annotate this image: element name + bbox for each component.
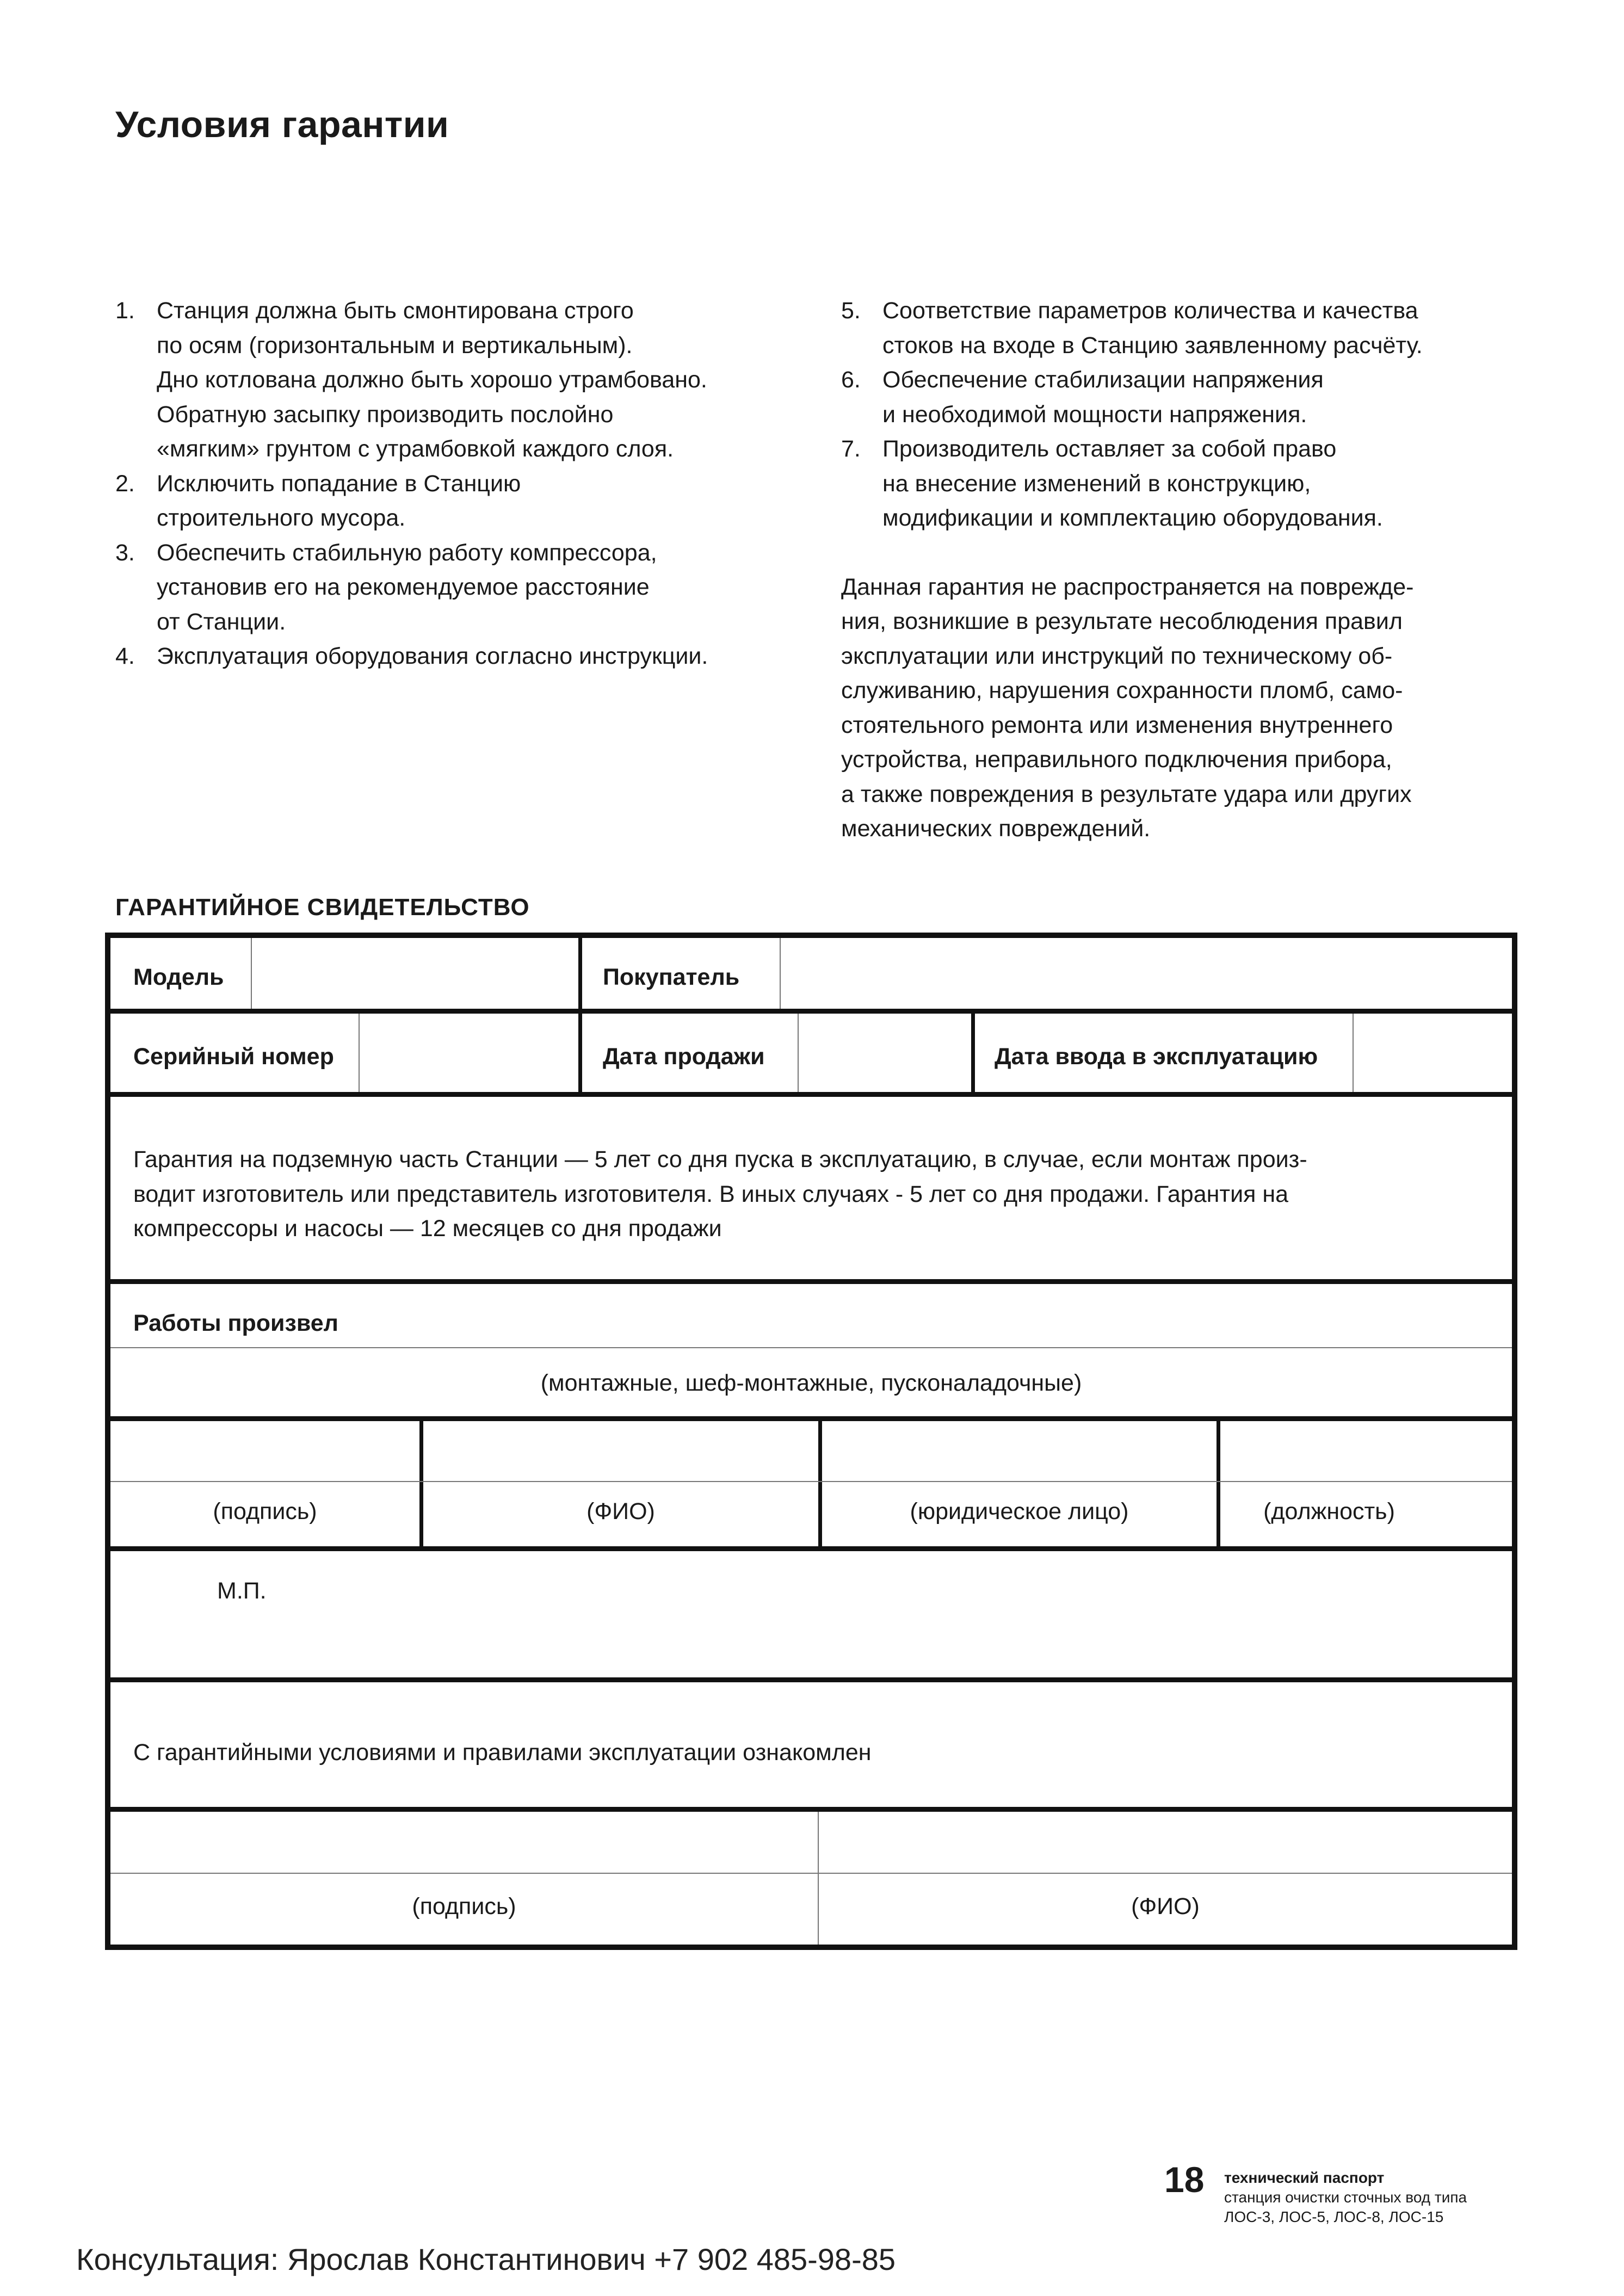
customer-signature-caption: (подпись) <box>412 1893 516 1919</box>
condition-number: 5. <box>841 298 861 324</box>
condition-text: Обеспечить стабильную работу компрессора, установив его на рекомендуемое расстояние от Станции. <box>157 539 657 635</box>
customer-full-name-field[interactable] <box>819 1812 1512 1873</box>
condition-item <box>841 294 1527 363</box>
condition-text: Соответствие параметров количества и качества стоков на входе в Станцию заявленному расчёту. <box>882 298 1423 359</box>
signature-field[interactable] <box>110 1421 419 1481</box>
commissioning-date-field[interactable] <box>1354 1014 1512 1092</box>
condition-text: Обеспечение стабилизации напряжения и необходимой мощности напряжения. <box>882 367 1324 428</box>
conditions-list-left <box>115 294 801 674</box>
condition-item <box>115 294 801 467</box>
consultation-contact: Консультация: Ярослав Константинович +7 902 485-98-85 <box>76 2242 896 2276</box>
divider <box>110 1416 1512 1421</box>
divider <box>971 1014 975 1092</box>
position-field[interactable] <box>1220 1421 1512 1481</box>
condition-text: Эксплуатация оборудования согласно инструкции. <box>157 643 708 669</box>
legal-entity-caption: (юридическое лицо) <box>910 1498 1129 1525</box>
signature-caption: (подпись) <box>213 1498 317 1525</box>
works-type-caption: (монтажные, шеф-монтажные, пусконаладочные) <box>540 1370 1082 1396</box>
divider <box>110 1873 1512 1874</box>
stamp-place-label: М.П. <box>217 1578 267 1604</box>
warranty-certificate-form <box>105 933 1517 1950</box>
model-field[interactable] <box>257 938 578 1009</box>
footer-doc-title: технический паспорт <box>1224 2169 1385 2186</box>
conditions-list-right <box>841 294 1527 536</box>
full-name-field[interactable] <box>424 1421 818 1481</box>
divider <box>818 1812 819 1945</box>
condition-number: 1. <box>115 298 135 324</box>
certificate-title: ГАРАНТИЙНОЕ СВИДЕТЕЛЬСТВО <box>115 894 530 921</box>
divider <box>110 1279 1512 1284</box>
divider <box>110 1677 1512 1682</box>
condition-text: Исключить попадание в Станцию строительного мусора. <box>157 470 521 531</box>
warranty-text: Гарантия на подземную часть Станции — 5 лет со дня пуска в эксплуатацию, в случае, если монтаж произ- водит изготовитель или представитель изготовителя. В иных случаях - 5 лет со дня продажи. Гарантия на компрессоры и насосы — 12 месяцев со дня продажи <box>133 1146 1307 1242</box>
acknowledgement-text: С гарантийными условиями и правилами эксплуатации ознакомлен <box>133 1739 872 1766</box>
condition-item <box>115 639 801 674</box>
divider <box>110 1807 1512 1812</box>
condition-item <box>841 363 1527 432</box>
position-caption: (должность) <box>1263 1498 1395 1525</box>
buyer-label: Покупатель <box>603 964 740 990</box>
condition-item <box>841 432 1527 536</box>
condition-text: Станция должна быть смонтирована строго по осям (горизонтальным и вертикальным). Дно котлована должно быть хорошо утрамбовано. Обратную засыпку производить послойно «мягким» грунтом с утрамбовкой каждого слоя. <box>157 298 707 462</box>
footer-doc-subtitle: станция очистки сточных вод типа <box>1224 2189 1467 2206</box>
condition-text: Производитель оставляет за собой право на внесение изменений в конструкцию, модификации и комплектацию оборудования. <box>882 436 1383 531</box>
divider <box>110 1347 1512 1348</box>
divider <box>110 1546 1512 1551</box>
conditions-left-column <box>115 294 801 674</box>
warranty-text-block <box>110 1097 1512 1279</box>
condition-number: 4. <box>115 643 135 669</box>
condition-number: 2. <box>115 470 135 497</box>
divider <box>110 1481 1512 1482</box>
commissioning-date-label: Дата ввода в эксплуатацию <box>995 1044 1318 1070</box>
serial-number-label: Серийный номер <box>133 1044 334 1070</box>
customer-signature-field[interactable] <box>110 1812 818 1873</box>
conditions-right-column <box>841 294 1527 847</box>
sale-date-field[interactable] <box>799 1014 970 1092</box>
divider <box>251 938 252 1009</box>
page-number: 18 <box>1164 2159 1205 2200</box>
footer-document-info <box>1224 2168 1467 2227</box>
customer-full-name-caption: (ФИО) <box>1131 1893 1200 1919</box>
footer-doc-models: ЛОС-3, ЛОС-5, ЛОС-8, ЛОС-15 <box>1224 2208 1444 2225</box>
divider <box>110 1092 1512 1097</box>
condition-number: 7. <box>841 436 861 462</box>
condition-item <box>115 467 801 536</box>
condition-number: 3. <box>115 539 135 566</box>
sale-date-label: Дата продажи <box>603 1044 765 1070</box>
divider <box>578 938 582 1092</box>
page-title: Условия гарантии <box>115 104 449 145</box>
serial-number-field[interactable] <box>360 1014 577 1092</box>
condition-item <box>115 536 801 640</box>
buyer-field[interactable] <box>781 938 1512 1009</box>
model-label: Модель <box>133 964 224 990</box>
full-name-caption: (ФИО) <box>586 1498 655 1525</box>
warranty-disclaimer: Данная гарантия не распространяется на поврежде- ния, возникшие в результате несоблюдения правил эксплуатации или инструкций по техническому об- служиванию, нарушения сохранности пломб, само- стоятельного ремонта или изменения внутреннего устройства, неправильного подключения прибора, а также повреждения в результате удара или других механических повреждений. <box>841 573 1414 842</box>
legal-entity-field[interactable] <box>822 1421 1217 1481</box>
condition-number: 6. <box>841 367 861 393</box>
works-performed-label: Работы произвел <box>133 1310 338 1336</box>
divider <box>110 1009 1512 1014</box>
